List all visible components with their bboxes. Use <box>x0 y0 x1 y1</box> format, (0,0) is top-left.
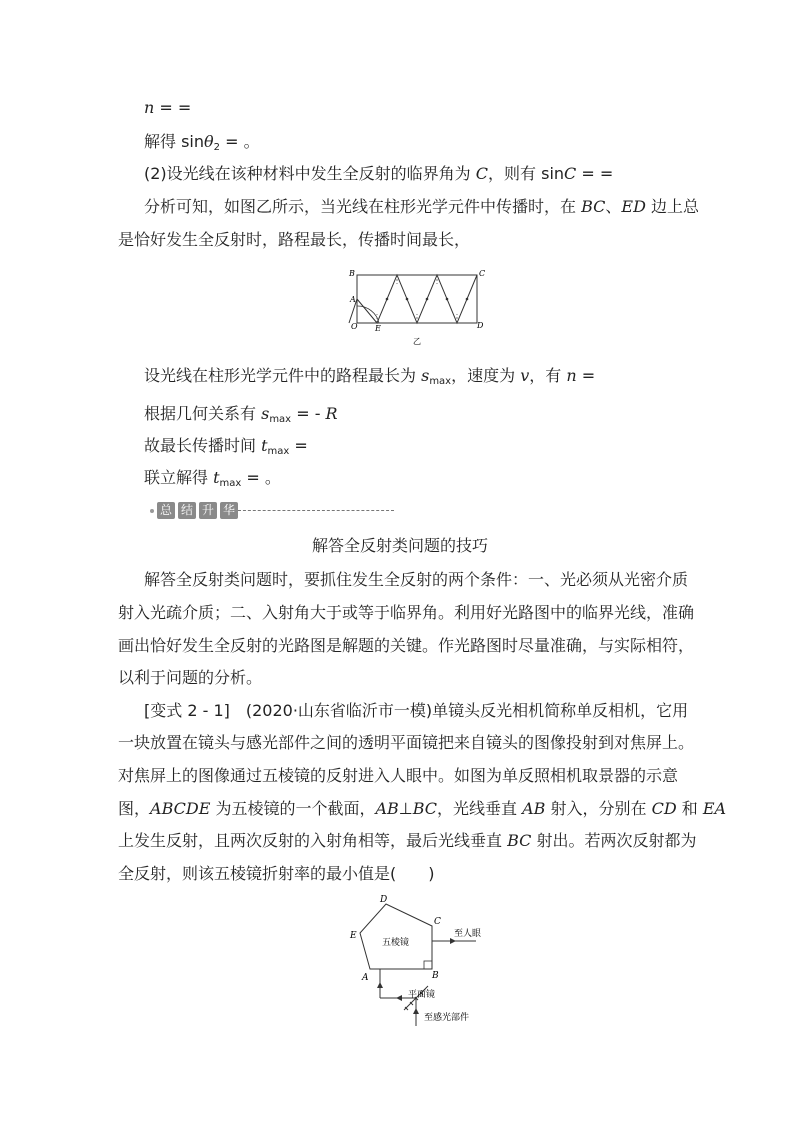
text: 射出。若两次反射都为 <box>531 831 697 850</box>
section-title: 解答全反射类问题的技巧 <box>311 536 488 555</box>
text: 为五棱镜的一个截面， <box>210 799 376 818</box>
text: 和 <box>676 799 703 818</box>
text: = = <box>576 164 614 183</box>
label-A: A <box>350 295 356 304</box>
subscript: 2 <box>213 142 221 153</box>
var-s: s <box>421 366 430 385</box>
tip-line: 以利于问题的分析。 <box>118 668 263 687</box>
subscript: max <box>269 414 292 425</box>
label-mirror: 平面镜 <box>408 990 436 1000</box>
label-eye: 至人眼 <box>454 929 482 939</box>
label-sensor: 至感光部件 <box>424 1013 470 1023</box>
label-prism: 五棱镜 <box>382 938 410 948</box>
dashed-rule <box>238 510 394 511</box>
badge-char: 升 <box>199 502 217 519</box>
analysis-line <box>144 197 699 217</box>
subscript: max <box>429 376 452 387</box>
text: 、 <box>605 197 622 216</box>
badge-char: 结 <box>178 502 196 519</box>
text: 联立解得 <box>144 468 214 487</box>
subscript: max <box>219 478 242 489</box>
summary-badge <box>150 502 238 519</box>
text: = <box>576 366 596 385</box>
tip-line: 解答全反射类问题时，要抓住发生全反射的两个条件：一、光必须从光密介质 <box>144 570 689 589</box>
text: ，速度为 <box>451 366 521 385</box>
solve-sin-theta <box>144 132 260 155</box>
caption-yi: 乙 <box>413 337 421 346</box>
text: 解得 sin <box>144 132 205 151</box>
max-time-line <box>144 436 308 459</box>
var-BC: BC <box>581 197 606 216</box>
ray-arrows <box>386 298 469 301</box>
var-EA: EA <box>702 799 727 818</box>
label-O: O <box>351 322 358 331</box>
var-s: s <box>261 404 270 423</box>
bullet <box>150 509 154 513</box>
text: 分析可知，如图乙所示，当光线在柱形光学元件中传播时，在 <box>144 197 582 216</box>
arc <box>357 306 379 323</box>
perp-symbol: ⊥ <box>398 799 413 818</box>
text: 根据几何关系有 <box>144 404 262 423</box>
badge-char: 华 <box>220 502 238 519</box>
var-n: n <box>144 98 155 117</box>
var-C: C <box>564 164 577 183</box>
text: 射入，分别在 <box>545 799 652 818</box>
figure-yi-rectangle <box>345 266 495 348</box>
text: = 。 <box>220 132 260 151</box>
normals <box>377 275 457 323</box>
var-theta: θ <box>204 132 214 151</box>
critical-angle-line <box>144 164 613 184</box>
text: (2)设光线在该种材料中发生全反射的临界角为 <box>144 164 476 183</box>
rectangle <box>357 275 477 323</box>
text: ，有 <box>529 366 567 385</box>
text: ，则有 sin <box>488 164 565 183</box>
zigzag-ray <box>349 275 477 323</box>
var-BC: BC <box>507 831 532 850</box>
eq-text: = = <box>154 98 192 117</box>
problem-line <box>118 831 697 851</box>
problem-line: 一块放置在镜头与感光部件之间的透明平面镜把来自镜头的图像投射到对焦屏上。 <box>118 733 695 752</box>
var-t: t <box>261 436 268 455</box>
var-CD: CD <box>651 799 677 818</box>
var-n: n <box>566 366 577 385</box>
right-angle-mark <box>424 961 432 969</box>
label-B: B <box>349 269 355 278</box>
text: 边上总 <box>645 197 700 216</box>
text: 上发生反射，且两次反射的入射角相等，最后光线垂直 <box>118 831 508 850</box>
label-B: B <box>432 971 439 981</box>
subscript: max <box>267 446 290 457</box>
pentaprism-outline <box>360 904 432 969</box>
text: 图， <box>118 799 151 818</box>
text: = 。 <box>241 468 281 487</box>
label-A: A <box>362 973 369 983</box>
problem-line: 对焦屏上的图像通过五棱镜的反射进入人眼中。如图为单反照相机取景器的示意 <box>118 766 679 785</box>
problem-line: 全反射，则该五棱镜折射率的最小值是( ) <box>118 864 435 883</box>
var-AB: AB <box>375 799 399 818</box>
var-R: R <box>325 404 338 423</box>
var-v: v <box>520 366 530 385</box>
label-E: E <box>375 324 381 333</box>
var-AB: AB <box>522 799 546 818</box>
path-speed-line <box>144 366 595 389</box>
text: = - <box>291 404 326 423</box>
text: 故最长传播时间 <box>144 436 262 455</box>
label-C: C <box>434 917 441 927</box>
badge-char: 总 <box>157 502 175 519</box>
var-C: C <box>475 164 489 183</box>
problem-line: [变式 2 - 1] (2020·山东省临沂市一模)单镜头反光相机简称单反相机，它用 <box>144 701 689 720</box>
tip-line: 射入光疏介质；二、入射角大于或等于临界角。利用好光路图中的临界光线，准确 <box>118 603 695 622</box>
geometry-line <box>144 404 338 427</box>
result-line <box>144 468 281 491</box>
text: 设光线在柱形光学元件中的路程最长为 <box>144 366 422 385</box>
var-ED: ED <box>621 197 646 216</box>
var-BC: BC <box>412 799 438 818</box>
problem-line <box>118 799 727 819</box>
analysis-line-cont: 是恰好发生全反射时，路程最长，传播时间最长， <box>118 230 471 249</box>
label-D: D <box>477 321 484 330</box>
label-D: D <box>380 895 388 905</box>
label-C: C <box>479 269 486 278</box>
equation-n <box>144 98 191 118</box>
tip-line: 画出恰好发生全反射的光路图是解题的关键。作光路图时尽量准确，与实际相符， <box>118 636 695 655</box>
var-ABCDE: ABCDE <box>150 799 211 818</box>
text: = <box>289 436 308 455</box>
var-t: t <box>213 468 220 487</box>
text: ，光线垂直 <box>437 799 523 818</box>
label-E: E <box>350 931 357 941</box>
figure-pentaprism <box>336 890 516 1028</box>
